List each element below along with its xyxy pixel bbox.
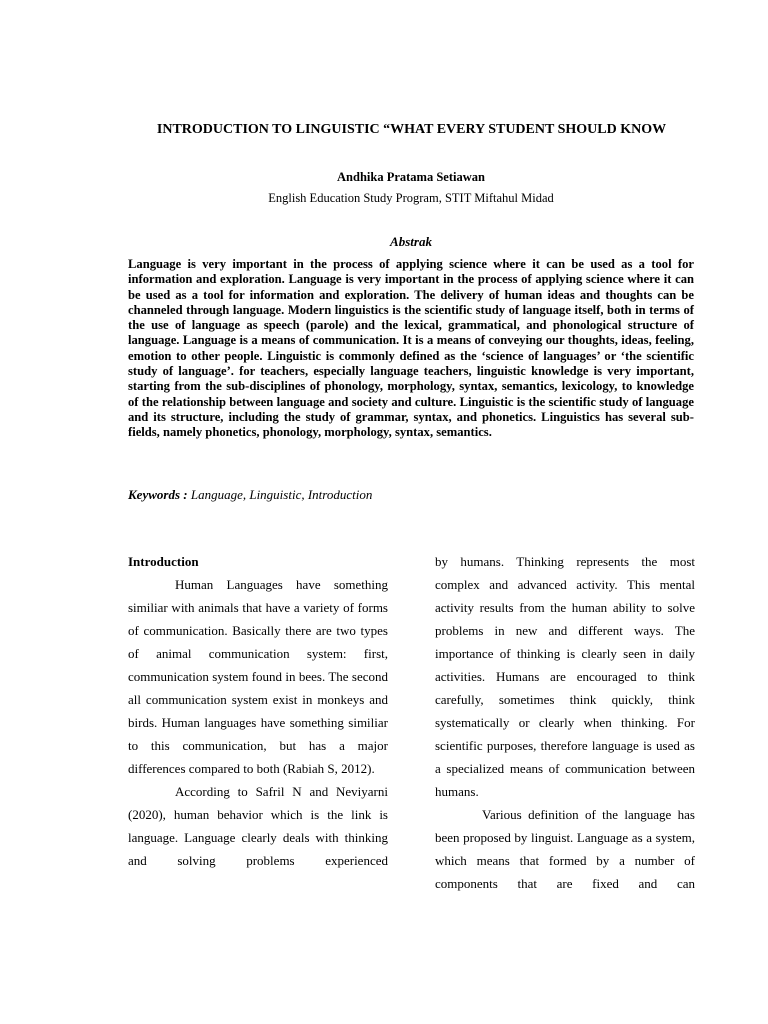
abstract-text: Language is very important in the process of applying science where it can be used as a tool for information and exploration. Language is very important in the process of applying science where it can be used as a tool for information and exploration. The delivery of human ideas and thoughts can be channeled through language. Modern linguistics is the scientific study of language itself, both in terms of the use of language as speech (parole) and the lexical, grammatical, and phonological structure of language. Language is a means of communication. It is a means of conveying our thoughts, ideas, feeling, emotion to other people. Linguistic is commonly defined as the ‘science of languages’ or ‘the scientific study of language’. for teachers, especially language teachers, linguistic knowledge is very important, starting from the sub-disciplines of phonology, morphology, syntax, semantics, lexicology, to knowledge of the relationship between language and society and culture. Linguistic is the scientific study of language and its structure, including the study of grammar, syntax, and phonetics. Linguistics has several sub-fields, namely phonetics, phonology, morphology, syntax, semantics. [128,257,694,440]
author-affiliation: English Education Study Program, STIT Miftahul Midad [268,191,554,205]
keywords-line [128,487,694,503]
keywords-value: Language, Linguistic, Introduction [187,487,373,502]
body-column-left [128,550,388,872]
abstract-heading: Abstrak [390,234,432,249]
author-name: Andhika Pratama Setiawan [337,170,485,184]
body-paragraph: by humans. Thinking represents the most complex and advanced activity. This mental activity results from the human ability to solve problems in new and different ways. The importance of thinking is clearly seen in daily activities. Humans are encouraged to think carefully, sometimes think quickly, think systematically or clearly when thinking. For scientific purposes, therefore language is used as a specialized means of communication between humans. [435,554,695,799]
section-heading-introduction: Introduction [128,554,199,569]
paper-title: INTRODUCTION TO LINGUISTIC “WHAT EVERY STUDENT SHOULD KNOW [156,122,667,137]
body-paragraph: Human Languages have something similiar with animals that have a variety of forms of communication. Basically there are two types of animal communication system: first, communication system found in bees. The second all communication system exist in monkeys and birds. Human languages have something similiar to this communication, but has a major differences compared to both (Rabiah S, 2012). [128,577,388,776]
body-paragraph: Various definition of the language has been proposed by linguist. Language as a system, which means that formed by a number of components that are fixed and can [435,807,695,891]
keywords-label: Keywords : [128,487,188,502]
body-column-right [435,550,695,895]
body-paragraph: According to Safril N and Neviyarni (2020), human behavior which is the link is language. Language clearly deals with thinking and solving problems experienced [128,784,388,868]
